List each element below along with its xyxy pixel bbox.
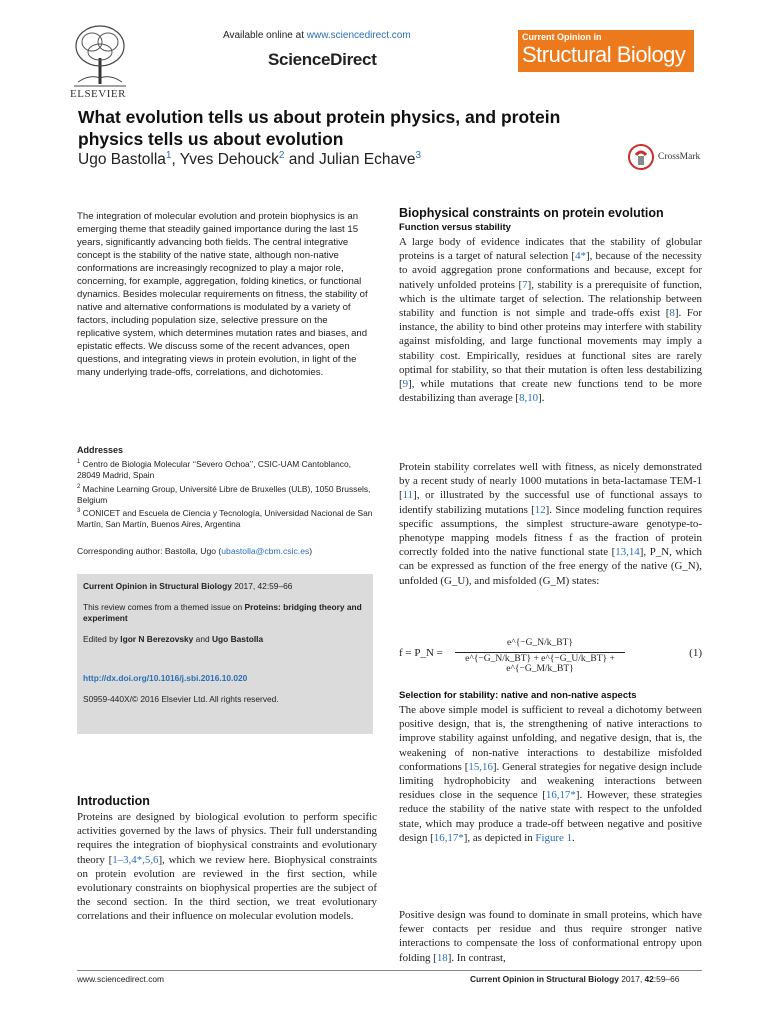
crossmark-icon bbox=[628, 144, 654, 170]
citation-link[interactable]: 1–3,4*,5,6 bbox=[112, 853, 159, 866]
equation-number: (1) bbox=[689, 647, 702, 659]
abstract: The integration of molecular evolution and protein biophysics is an emerging theme that steadily gained importance during the last 15 years, significantly advancing both fields. The central integrative concept is the stability of the native state, although non-native conformations are increasingly recognized to play a major role, concerning, for example, aggregation, folding kinetics, or functional dynamics. Besides molecular requirements on fitness, the stability of native and alternative conformations is modulated by a variety of factors, including population size, selective pressure on the replicative system, which determines mutation rates and biases, and epistatic effects. We discuss some of the recent advances, open questions, and integrating views in protein evolution, in light of the many underlying trade-offs, correlations, and dichotomies. bbox=[77, 211, 368, 378]
author-name: Yves Dehouck bbox=[179, 151, 279, 169]
citation-link[interactable]: 13,14 bbox=[615, 546, 640, 559]
paragraph: A large body of evidence indicates that the stability of globular proteins is a target of natural selection [4*], because of the necessity to avoid aggregation prone conformations and because, except for natively unfolded proteins [7], stability is a prerequisite of function, which is the ultimate target of selection. The relationship between stability and function is not simple and trade-offs exist [8]. For instance, the ability to bind other proteins may interfere with stability against misfolding, and large functional movements may imply a stability cost. Empirically, residues at functional sites are rarely optimal for stability, so that their mutation is often less destabilizing [9], while mutations that create new functions tend to be more destabilizing than average [8,10]. bbox=[399, 236, 703, 405]
addresses-heading: Addresses bbox=[77, 445, 124, 455]
introduction-text: Proteins are designed by biological evolution to perform specific activities governed by the laws of physics. Their full understanding requires the integration of biophysical constraints and evolutionary theory [1–3,4*,5,6], which we review here. Biophysical constraints on protein evolution are reviewed in the first section, while evolutionary constraints on biophysical properties are the subject of the second section. In the third section, we treat evolutionary correlations and their influence on molecular evolution models. bbox=[77, 811, 377, 923]
paragraph: Protein stability correlates well with fitness, as nicely demonstrated by a recent study of nearly 1000 mutations in beta-lactamase TEM-1 [11], or illustrated by the successful use of functional assays to identify stabilizing mutations [12]. Since modeling function requires specific assumptions, the simplest structure-aware genotype-to-phenotype mapping models fitness f as the fraction of protein correctly folded into the native functional state [13,14], P_N, which can be expressed as function of the free energy of the native (G_N), unfolded (G_U), and misfolded (G_M) states: bbox=[399, 461, 703, 587]
themed-issue: This review comes from a themed issue on Proteins: bridging theory and experiment bbox=[83, 601, 362, 623]
footer-website[interactable]: www.sciencedirect.com bbox=[77, 974, 165, 984]
sciencedirect-link[interactable]: www.sciencedirect.com bbox=[306, 30, 411, 41]
doi-link[interactable]: http://dx.doi.org/10.1016/j.sbi.2016.10.020 bbox=[83, 673, 248, 683]
introduction-heading: Introduction bbox=[77, 794, 150, 808]
equation-lhs: f = P_N = bbox=[399, 647, 443, 659]
equation-denominator: e^{−G_N/k_BT} + e^{−G_U/k_BT} + e^{−G_M/k_BT} bbox=[465, 654, 615, 674]
citation-link[interactable]: 15,16 bbox=[468, 760, 493, 773]
fraction-bar bbox=[455, 652, 625, 653]
address-item: $^3$ CONICET and Escuela de Ciencia y Tecnología, Universidad Nacional de San Martín, San Martín, Buenos Aires, Argentina bbox=[77, 508, 373, 530]
available-online-line: Available online at www.sciencedirect.com bbox=[223, 30, 411, 41]
section-heading: Biophysical constraints on protein evolution bbox=[399, 206, 664, 220]
citation-link[interactable]: 7 bbox=[522, 278, 528, 291]
figure-link[interactable]: Figure 1 bbox=[535, 831, 573, 844]
author-affil[interactable]: 3 bbox=[415, 150, 422, 161]
author-email-link[interactable]: ubastolla@cbm.csic.es bbox=[221, 546, 310, 556]
author-name: Julian Echave bbox=[318, 151, 416, 169]
equation-1 bbox=[399, 638, 702, 674]
article-title: What evolution tells us about protein physics, and protein physics tells us about evolution bbox=[78, 107, 561, 149]
crossmark-badge[interactable]: CrossMark bbox=[628, 144, 700, 170]
citation-link[interactable]: 18 bbox=[436, 951, 448, 964]
citation-link[interactable]: 8 bbox=[669, 307, 675, 320]
paragraph: The above simple model is sufficient to reveal a dichotomy between positive design, that is, the strengthening of native interactions to improve stability against unfolding, and negative design, that is, the weakening of non-native interactions to destabilize misfolded conformations [15,16]. General strategies for negative design include limiting hydrophobicity and weakening interactions between residues close in the sequence [16,17*]. However, these strategies reduce the stability of the native state with respect to the unfolded state, which may produce a trade-off between negative and positive design [16,17*], as depicted in Figure 1. bbox=[399, 704, 702, 844]
author-affil[interactable]: 2 bbox=[278, 150, 285, 161]
address-item: $^1$ Centro de Biologia Molecular ‘‘Severo Ochoa’’, CSIC-UAM Cantoblanco, 28049 Madrid, Spain bbox=[77, 458, 351, 481]
publisher-name: ELSEVIER bbox=[70, 88, 126, 100]
citation-link[interactable]: 4* bbox=[575, 250, 586, 263]
paragraph: Positive design was found to dominate in small proteins, which have fewer contacts per residue and thus require stronger native interactions to compensate the loss of conformational entropy upon folding [18]. In contrast, bbox=[399, 909, 702, 964]
subsection-heading: Function versus stability bbox=[399, 222, 511, 233]
elsevier-tree-logo bbox=[70, 22, 130, 92]
corresponding-author: Corresponding author: Bastolla, Ugo (ubastolla@cbm.csic.es) bbox=[77, 546, 313, 556]
copyright: S0959-440X/© 2016 Elsevier Ltd. All rights reserved. bbox=[83, 693, 279, 704]
citation-link[interactable]: 8,10 bbox=[519, 392, 539, 405]
citation-link[interactable]: 12 bbox=[534, 503, 546, 516]
subsection-heading: Selection for stability: native and non-native aspects bbox=[399, 690, 637, 701]
footer-rule bbox=[77, 970, 702, 971]
address-item: $^2$ Machine Learning Group, Université Libre de Bruxelles (ULB), 1050 Brussels, Belgium bbox=[77, 483, 371, 505]
sciencedirect-brand: ScienceDirect bbox=[268, 50, 377, 69]
article-info-box bbox=[77, 574, 373, 734]
footer-citation: Current Opinion in Structural Biology 2017, 42:59–66 bbox=[470, 974, 680, 984]
equation-numerator: e^{−G_N/k_BT} bbox=[507, 638, 573, 648]
journal-badge: Current Opinion in Structural Biology bbox=[518, 30, 694, 72]
citation-link[interactable]: 16,17* bbox=[545, 789, 576, 802]
citation-link[interactable]: 16,17* bbox=[433, 831, 464, 844]
author-list: Ugo Bastolla$^1$, Yves Dehouck$^2$ and Julian Echave$^3$ bbox=[78, 150, 422, 169]
addresses bbox=[77, 457, 373, 531]
author-affil[interactable]: 1 bbox=[165, 150, 172, 161]
citation-link[interactable]: 9 bbox=[402, 378, 409, 391]
citation-link[interactable]: 11 bbox=[402, 489, 414, 502]
author-name: Ugo Bastolla bbox=[78, 151, 166, 169]
editors: Edited by Igor N Berezovsky and Ugo Bastolla bbox=[83, 633, 264, 644]
journal-reference: Current Opinion in Structural Biology 2017, 42:59–66 bbox=[83, 581, 293, 591]
